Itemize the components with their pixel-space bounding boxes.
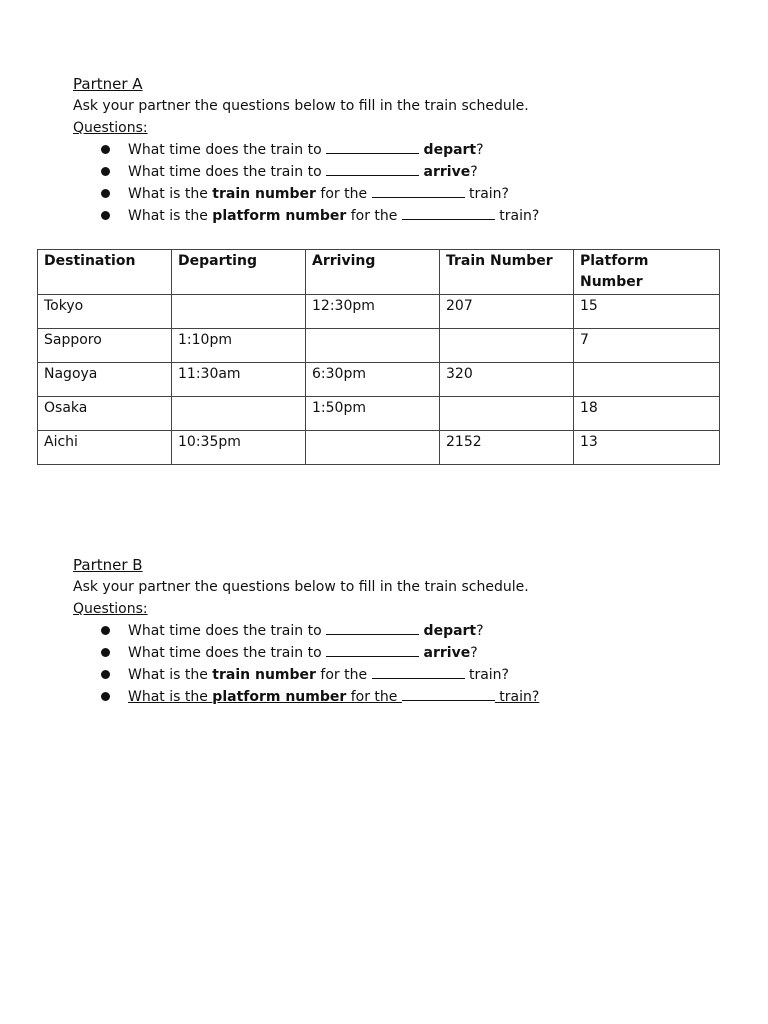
table-cell: Osaka — [38, 397, 172, 431]
partner-a-instruction: Ask your partner the questions below to fill in the train schedule. — [73, 98, 529, 114]
table-header-row — [38, 250, 720, 295]
partner-b-questions-label: Questions: — [73, 601, 148, 617]
header-train-number: Train Number — [440, 250, 574, 295]
table-cell: 11:30am — [172, 363, 306, 397]
header-arriving: Arriving — [306, 250, 440, 295]
partner-b-question-4: What is the platform number for the train? — [128, 686, 539, 708]
table-row — [38, 329, 720, 363]
header-destination: Destination — [38, 250, 172, 295]
table-cell — [440, 329, 574, 363]
bullet-icon — [101, 692, 110, 701]
header-platform-number: Platform Number — [574, 250, 720, 295]
partner-b-question-2: What time does the train to arrive? — [128, 642, 478, 664]
fill-in-blank — [402, 688, 495, 701]
table-cell: Tokyo — [38, 295, 172, 329]
partner-a-title: Partner A — [73, 75, 143, 93]
partner-b-question-3: What is the train number for the train? — [128, 664, 509, 686]
table-cell: 2152 — [440, 431, 574, 465]
table-cell: 13 — [574, 431, 720, 465]
partner-a-questions-label: Questions: — [73, 120, 148, 136]
partner-a-question-4: What is the platform number for the train? — [128, 205, 539, 227]
table-cell: 7 — [574, 329, 720, 363]
fill-in-blank — [326, 644, 419, 657]
bullet-icon — [101, 648, 110, 657]
fill-in-blank — [326, 141, 419, 154]
table-cell: 6:30pm — [306, 363, 440, 397]
table-cell: 10:35pm — [172, 431, 306, 465]
table-cell: 18 — [574, 397, 720, 431]
bullet-icon — [101, 670, 110, 679]
table-cell: 1:10pm — [172, 329, 306, 363]
table-cell: 207 — [440, 295, 574, 329]
bullet-icon — [101, 189, 110, 198]
table-cell: Aichi — [38, 431, 172, 465]
train-schedule-table — [37, 249, 720, 465]
table-cell — [440, 397, 574, 431]
table-cell — [172, 295, 306, 329]
fill-in-blank — [402, 207, 495, 220]
fill-in-blank — [326, 163, 419, 176]
bullet-icon — [101, 211, 110, 220]
table-cell — [172, 397, 306, 431]
fill-in-blank — [372, 185, 465, 198]
table-cell: 1:50pm — [306, 397, 440, 431]
table-row — [38, 295, 720, 329]
partner-a-question-3: What is the train number for the train? — [128, 183, 509, 205]
table-cell: 12:30pm — [306, 295, 440, 329]
table-row — [38, 431, 720, 465]
table-row — [38, 397, 720, 431]
partner-b-instruction: Ask your partner the questions below to fill in the train schedule. — [73, 579, 529, 595]
fill-in-blank — [372, 666, 465, 679]
table-row — [38, 363, 720, 397]
fill-in-blank — [326, 622, 419, 635]
table-cell: 15 — [574, 295, 720, 329]
bullet-icon — [101, 167, 110, 176]
partner-b-question-1: What time does the train to depart? — [128, 620, 484, 642]
partner-b-title: Partner B — [73, 556, 143, 574]
header-departing: Departing — [172, 250, 306, 295]
partner-a-question-2: What time does the train to arrive? — [128, 161, 478, 183]
table-cell — [306, 329, 440, 363]
bullet-icon — [101, 626, 110, 635]
table-cell — [306, 431, 440, 465]
table-cell: Sapporo — [38, 329, 172, 363]
partner-a-question-1: What time does the train to depart? — [128, 139, 484, 161]
table-cell: 320 — [440, 363, 574, 397]
table-cell: Nagoya — [38, 363, 172, 397]
table-cell — [574, 363, 720, 397]
bullet-icon — [101, 145, 110, 154]
